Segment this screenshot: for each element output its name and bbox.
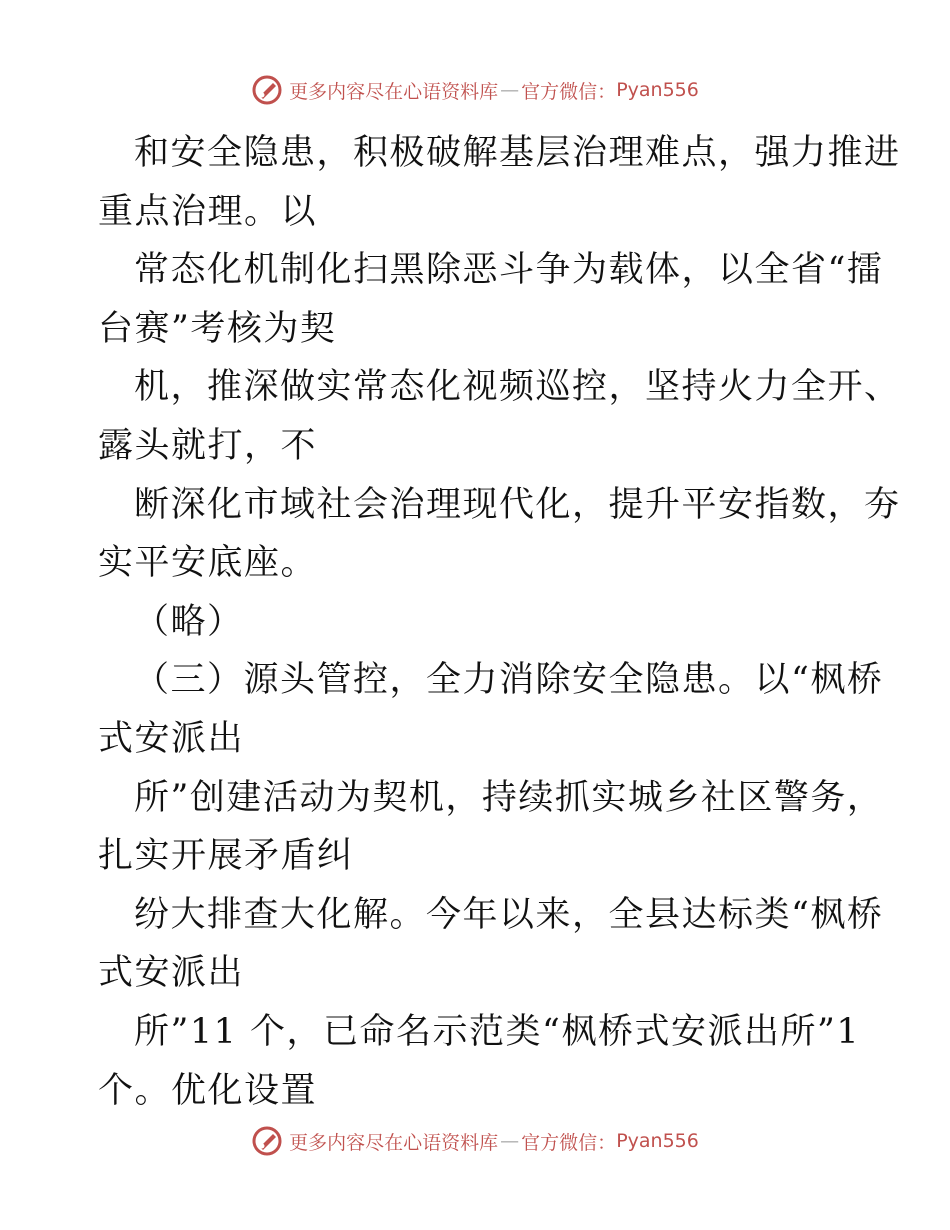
document-body	[98, 124, 901, 1120]
body-line: 纷大排查大化解。今年以来，全县达标类“枫桥	[134, 894, 884, 935]
watermark-wechat-label: 官方微信：	[521, 1131, 617, 1154]
body-line: 式安派出	[98, 718, 245, 759]
brand-logo-icon	[251, 1125, 283, 1157]
body-line: 实平安底座。	[98, 543, 318, 584]
body-line: 式安派出	[98, 953, 245, 994]
body-line: 扎实开展矛盾纠	[98, 836, 354, 877]
watermark-wechat-label: 官方微信：	[521, 80, 617, 103]
watermark-site-text: 更多内容尽在心语资料库	[289, 80, 499, 103]
watermark-site-text: 更多内容尽在心语资料库	[289, 1131, 499, 1154]
section-heading-line: （三）源头管控，全力消除安全隐患。以“枫桥	[134, 660, 884, 701]
body-line: 和安全隐患，积极破解基层治理难点，强力推进	[134, 133, 901, 173]
watermark-wechat-id: Pyan556	[616, 1130, 699, 1152]
body-line: 重点治理。以	[98, 191, 318, 232]
brand-logo-icon	[251, 74, 283, 106]
watermark-wechat-id: Pyan556	[616, 79, 699, 101]
watermark-separator: —	[500, 79, 520, 101]
body-line: 常态化机制化扫黑除恶斗争为载体，以全省“擂	[134, 250, 884, 291]
body-line: 个。优化设置	[98, 1070, 318, 1111]
footer-watermark	[0, 1125, 950, 1157]
header-watermark	[0, 74, 950, 106]
body-line: 机，推深做实常态化视频巡控，坚持火力全开、	[134, 367, 901, 408]
body-line: 露头就打，不	[98, 425, 318, 466]
body-line: 所”11 个，已命名示范类“枫桥式安派出所”1	[134, 1011, 861, 1052]
body-line: 台赛”考核为契	[98, 308, 337, 349]
body-line: 断深化市域社会治理现代化，提升平安指数，夯	[134, 484, 901, 525]
watermark-separator: —	[500, 1130, 520, 1152]
body-line: （略）	[134, 601, 244, 642]
body-line: 所”创建活动为契机，持续抓实城乡社区警务，	[134, 777, 884, 818]
